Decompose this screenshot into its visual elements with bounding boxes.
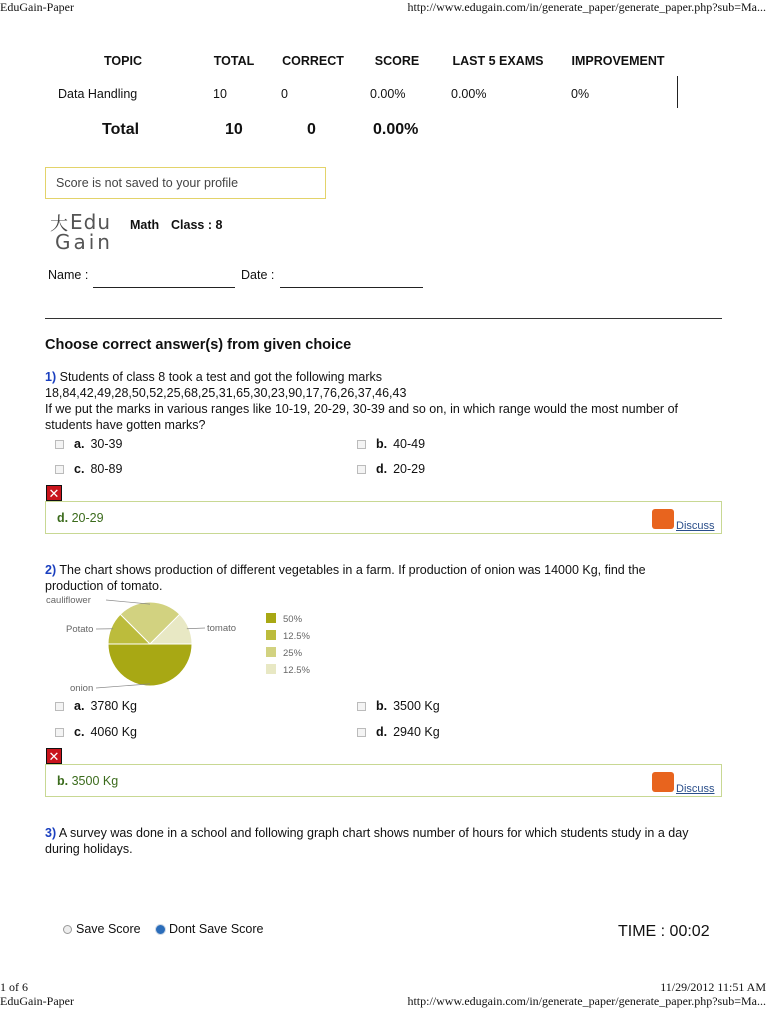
legend-label: 12.5% bbox=[283, 665, 310, 676]
col-header-improvement: IMPROVEMENT bbox=[571, 54, 665, 68]
save-score-radio[interactable] bbox=[63, 922, 141, 936]
question-text: A survey was done in a school and following graph chart shows number of hours for which students study in a day bbox=[58, 826, 689, 840]
q2-option-c[interactable] bbox=[55, 725, 137, 739]
pie-label-tomato: tomato bbox=[207, 623, 237, 634]
option-text: 20-29 bbox=[393, 462, 426, 476]
vegetable-pie-chart bbox=[40, 593, 340, 697]
checkbox-icon[interactable] bbox=[357, 440, 366, 449]
radio-icon[interactable] bbox=[63, 925, 72, 934]
col-header-last5: LAST 5 EXAMS bbox=[452, 54, 544, 68]
question-number: 1) bbox=[45, 370, 57, 384]
row-total: 10 bbox=[213, 87, 227, 101]
logo-text-gain: Gain bbox=[55, 230, 113, 254]
q2-option-d[interactable] bbox=[357, 725, 440, 739]
option-key: b. bbox=[376, 699, 388, 713]
option-text: 2940 Kg bbox=[393, 725, 440, 739]
option-key: a. bbox=[74, 699, 85, 713]
row-improvement: 0% bbox=[571, 87, 590, 101]
legend-label: 12.5% bbox=[283, 631, 310, 642]
answer-key: d. bbox=[57, 511, 69, 525]
radio-selected-icon[interactable] bbox=[156, 925, 165, 934]
stick-figure-icon: 大 bbox=[50, 214, 68, 234]
question-number: 3) bbox=[45, 826, 57, 840]
x-mark-icon: ✕ bbox=[46, 485, 62, 501]
q1-option-d[interactable] bbox=[357, 462, 425, 476]
question-text: production of tomato. bbox=[45, 579, 163, 593]
row-last5: 0.00% bbox=[451, 87, 487, 101]
q1-option-b[interactable] bbox=[357, 437, 425, 451]
discuss-link[interactable]: Discuss bbox=[676, 783, 715, 795]
print-footer-left: EduGain-Paper bbox=[0, 994, 74, 1008]
dont-save-score-radio[interactable] bbox=[156, 922, 264, 936]
answer-key: b. bbox=[57, 774, 69, 788]
discuss-link[interactable]: Discuss bbox=[676, 520, 715, 532]
x-mark-icon: ✕ bbox=[46, 748, 62, 764]
option-key: c. bbox=[74, 462, 85, 476]
print-footer-datetime: 11/29/2012 11:51 AM bbox=[660, 980, 766, 994]
q2-option-b[interactable] bbox=[357, 699, 440, 713]
legend-swatch bbox=[266, 613, 276, 623]
dont-save-score-label: Dont Save Score bbox=[169, 922, 264, 936]
total-score: 0.00% bbox=[373, 121, 419, 138]
legend-swatch bbox=[266, 647, 276, 657]
answer-value: 20-29 bbox=[71, 511, 104, 525]
date-label: Date : bbox=[241, 268, 275, 282]
print-footer-url: http://www.edugain.com/in/generate_paper/generate_paper.php?sub=Ma... bbox=[407, 994, 766, 1008]
row-topic: Data Handling bbox=[58, 87, 138, 101]
edugain-logo bbox=[48, 212, 113, 252]
question-text: The chart shows production of different vegetables in a farm. If production of onion was 14000 Kg, find the bbox=[59, 563, 646, 577]
print-footer-page: 1 of 6 bbox=[0, 980, 28, 994]
question-text: Students of class 8 took a test and got the following marks bbox=[59, 370, 383, 384]
question-2 bbox=[45, 562, 725, 594]
pie-label-cauliflower: cauliflower bbox=[46, 595, 91, 606]
question-text: students have gotten marks? bbox=[45, 418, 206, 432]
score-not-saved-notice: Score is not saved to your profile bbox=[45, 167, 326, 199]
timer: TIME : 00:02 bbox=[618, 923, 710, 940]
checkbox-icon[interactable] bbox=[357, 465, 366, 474]
col-header-topic: TOPIC bbox=[104, 54, 142, 68]
question-number: 2) bbox=[45, 563, 57, 577]
print-header-left: EduGain-Paper bbox=[0, 0, 74, 14]
q2-option-a[interactable] bbox=[55, 699, 137, 713]
option-key: a. bbox=[74, 437, 85, 451]
total-label: Total bbox=[102, 121, 140, 138]
leader-line bbox=[187, 628, 205, 629]
pie-label-onion: onion bbox=[70, 683, 94, 694]
section-divider bbox=[45, 318, 722, 319]
q1-answer-box bbox=[45, 501, 722, 534]
row-score: 0.00% bbox=[370, 87, 406, 101]
answer-text bbox=[57, 511, 104, 525]
q2-answer-box bbox=[45, 764, 722, 797]
legend-label: 25% bbox=[283, 648, 303, 659]
option-key: d. bbox=[376, 725, 388, 739]
q1-option-c[interactable] bbox=[55, 462, 122, 476]
table-divider bbox=[677, 76, 678, 108]
option-text: 3500 Kg bbox=[393, 699, 440, 713]
subject-label: Math bbox=[130, 218, 160, 232]
name-field[interactable] bbox=[93, 287, 235, 288]
discuss-icon[interactable] bbox=[652, 772, 674, 792]
section-title: Choose correct answer(s) from given choice bbox=[45, 337, 352, 353]
col-header-correct: CORRECT bbox=[282, 54, 344, 68]
checkbox-icon[interactable] bbox=[55, 728, 64, 737]
save-score-label: Save Score bbox=[76, 922, 141, 936]
checkbox-icon[interactable] bbox=[55, 702, 64, 711]
leader-line bbox=[96, 684, 150, 688]
answer-text bbox=[57, 774, 118, 788]
pie-label-potato: Potato bbox=[66, 624, 94, 635]
total-count: 10 bbox=[225, 121, 243, 138]
option-text: 80-89 bbox=[90, 462, 123, 476]
col-header-total: TOTAL bbox=[213, 54, 255, 68]
logo-text-edu: Edu bbox=[70, 210, 112, 234]
checkbox-icon[interactable] bbox=[357, 702, 366, 711]
option-text: 3780 Kg bbox=[90, 699, 138, 713]
date-field[interactable] bbox=[280, 287, 423, 288]
option-key: c. bbox=[74, 725, 85, 739]
option-text: 40-49 bbox=[393, 437, 426, 451]
option-text: 4060 Kg bbox=[90, 725, 138, 739]
question-text: If we put the marks in various ranges like 10-19, 20-29, 30-39 and so on, in which range would the most number of bbox=[45, 402, 678, 416]
checkbox-icon[interactable] bbox=[357, 728, 366, 737]
option-text: 30-39 bbox=[90, 437, 123, 451]
question-text: 18,84,42,49,28,50,52,25,68,25,31,65,30,23,90,17,76,26,37,46,43 bbox=[45, 386, 407, 400]
name-label: Name : bbox=[48, 268, 89, 282]
class-label: Class : 8 bbox=[171, 218, 223, 232]
legend-label: 50% bbox=[283, 614, 303, 625]
discuss-icon[interactable] bbox=[652, 509, 674, 529]
answer-value: 3500 Kg bbox=[71, 774, 119, 788]
col-header-score: SCORE bbox=[374, 54, 420, 68]
checkbox-icon[interactable] bbox=[55, 465, 64, 474]
total-correct: 0 bbox=[307, 121, 316, 138]
option-key: d. bbox=[376, 462, 388, 476]
legend-swatch bbox=[266, 630, 276, 640]
row-correct: 0 bbox=[281, 87, 288, 101]
q1-option-a[interactable] bbox=[55, 437, 122, 451]
question-1 bbox=[45, 369, 725, 433]
legend-swatch bbox=[266, 664, 276, 674]
option-key: b. bbox=[376, 437, 388, 451]
pie-slice-onion bbox=[108, 644, 192, 686]
question-3 bbox=[45, 825, 725, 857]
print-header-url: http://www.edugain.com/in/generate_paper/generate_paper.php?sub=Ma... bbox=[407, 0, 766, 14]
checkbox-icon[interactable] bbox=[55, 440, 64, 449]
question-text: during holidays. bbox=[45, 842, 133, 856]
